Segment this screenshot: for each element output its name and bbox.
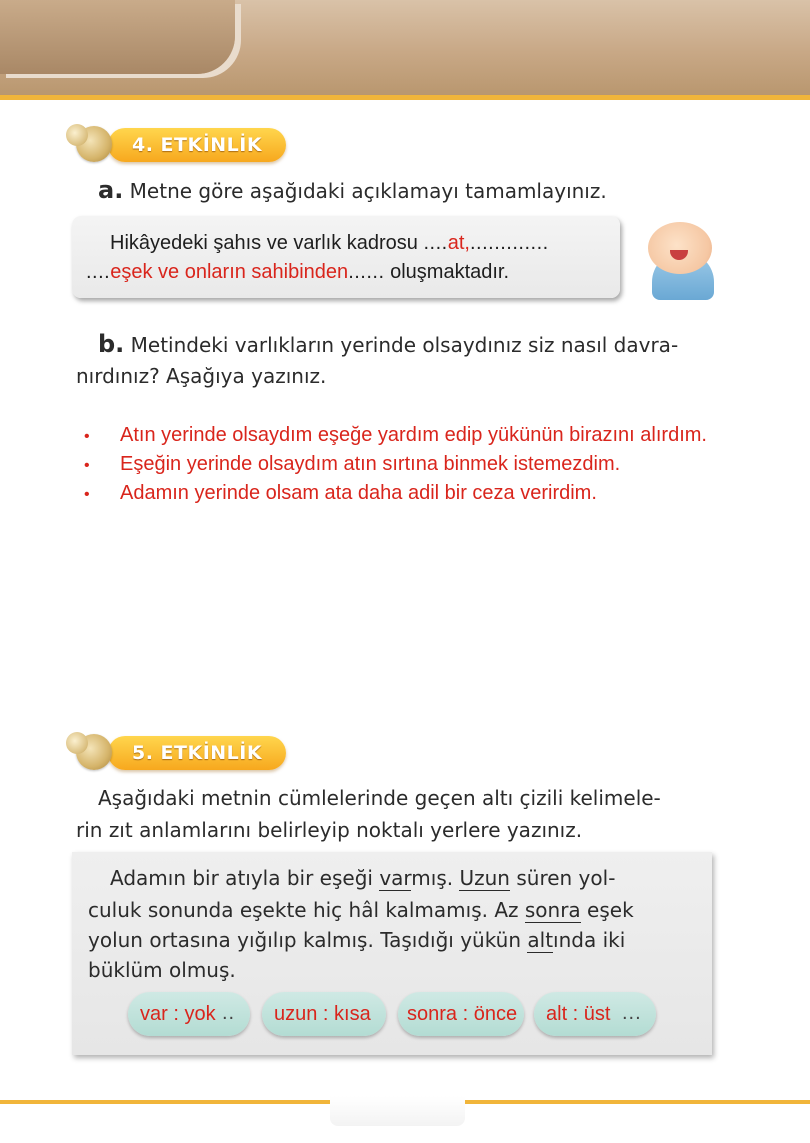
part-b-instruction-1: [98, 330, 678, 358]
answer-text: Atın yerinde olsaydım eşeğe yardım edip yükünün birazını alırdım.: [120, 424, 707, 446]
answer-pill-3: [398, 992, 524, 1036]
list-item: • Eşeğin yerinde olsaydım atın sırtına binmek istemezdim.: [84, 453, 621, 475]
underlined-word: Uzun: [459, 866, 510, 890]
activity-4-badge: [108, 128, 286, 162]
passage-line-3: [88, 928, 625, 952]
passage-line-1: [110, 866, 615, 890]
answer-pill-text: var : yok: [140, 1003, 216, 1025]
answer-pill-1: var : yok ..: [128, 992, 250, 1036]
footer-gap: [330, 1096, 465, 1126]
activity-5-title: 5. ETKİNLİK: [132, 742, 263, 764]
underlined-word: alt: [527, 928, 554, 952]
footer-divider-right: [465, 1100, 810, 1104]
header-divider: [0, 95, 810, 100]
sparkle-icon: [66, 124, 88, 146]
passage-text: ında iki: [553, 928, 626, 952]
footer-divider-left: [0, 1100, 330, 1104]
activity-5-instruction-2: rin zıt anlamlarını belirleyip noktalı yerlere yazınız.: [76, 818, 583, 842]
activity-4-title: 4. ETKİNLİK: [132, 134, 263, 156]
part-b-letter: b.: [98, 330, 125, 358]
header-tab: [0, 0, 235, 74]
underlined-word: var: [379, 866, 412, 890]
answer-pill-text: sonra : önce: [407, 1003, 518, 1025]
completion-box: [72, 216, 620, 298]
part-a-instruction: [98, 176, 607, 204]
completion-suffix: oluşmaktadır.: [390, 261, 510, 283]
list-item: • Atın yerinde olsaydım eşeğe yardım edip yükünün birazını alırdım.: [84, 424, 707, 446]
list-item: • Adamın yerinde olsam ata daha adil bir ceza verirdim.: [84, 482, 597, 504]
activity-5-instruction-1: Aşağıdaki metnin cümlelerinde geçen altı çizili kelimele-: [98, 786, 661, 810]
underlined-word: sonra: [524, 898, 581, 922]
passage-text: mış.: [411, 866, 460, 890]
answer-pill-text: uzun : kısa: [274, 1003, 371, 1025]
passage-text: eşek: [580, 898, 634, 922]
passage-text: Adamın bir atıyla bir eşeği: [110, 866, 380, 890]
answer-text: Eşeğin yerinde olsaydım atın sırtına binmek istemezdim.: [120, 453, 621, 475]
completion-prefix: Hikâyedeki şahıs ve varlık kadrosu: [110, 232, 418, 254]
part-a-text: Metne göre aşağıdaki açıklamayı tamamlayınız.: [129, 179, 607, 203]
part-b-text-1: Metindeki varlıkların yerinde olsaydınız siz nasıl davra-: [130, 333, 679, 357]
passage-text: süren yol-: [509, 866, 616, 890]
passage-line-2: [88, 898, 634, 922]
answer-text: Adamın yerinde olsam ata daha adil bir ceza verirdim.: [120, 482, 597, 504]
answer-pill-4: alt : üst ...: [534, 992, 656, 1036]
passage-text: culuk sonunda eşekte hiç hâl kalmamış. Az: [88, 898, 525, 922]
answer-at: at,: [447, 232, 470, 254]
part-a-letter: a.: [98, 176, 124, 204]
completion-line-1: Hikâyedeki şahıs ve varlık kadrosu ....at,.............: [110, 232, 549, 254]
answer-pill-2: [262, 992, 386, 1036]
passage-line-4: büklüm olmuş.: [88, 958, 236, 982]
activity-5-badge: [108, 736, 286, 770]
answer-pill-text: alt : üst: [546, 1003, 611, 1025]
answer-esek: eşek ve onların sahibinden: [110, 261, 349, 283]
sparkle-icon: [66, 732, 88, 754]
part-b-instruction-2: nırdınız? Aşağıya yazınız.: [76, 364, 327, 388]
completion-line-2: ....eşek ve onların sahibinden...... oluşmaktadır.: [86, 261, 510, 283]
child-illustration-head: [648, 222, 712, 274]
passage-text: yolun ortasına yığılıp kalmış. Taşıdığı yükün: [88, 928, 528, 952]
